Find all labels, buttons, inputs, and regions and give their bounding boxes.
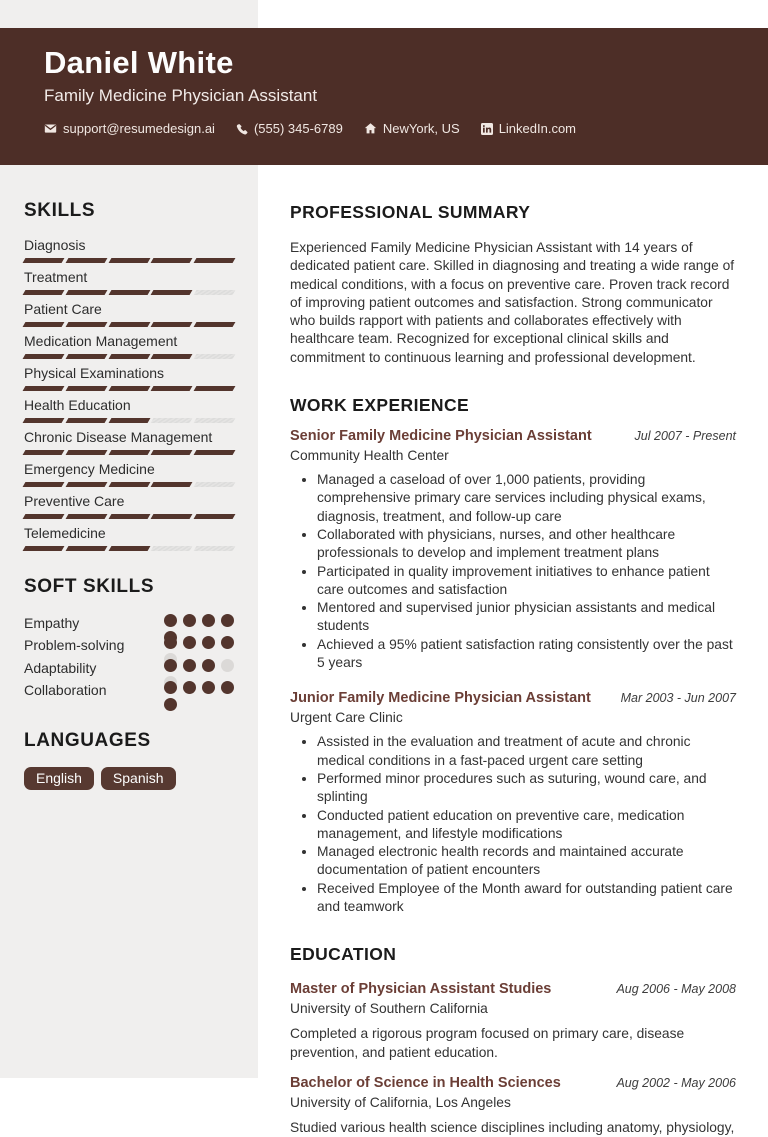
skill-bar-segment — [108, 258, 150, 263]
job-bullet: • Collaborated with physicians, nurses, and other healthcare professionals to develop and implement treatment plans — [317, 526, 736, 563]
jobs-list — [290, 428, 736, 916]
soft-skill-dot — [164, 636, 177, 649]
soft-skill-dot — [221, 659, 234, 672]
soft-skill-dot — [221, 681, 234, 694]
contact-row — [44, 121, 738, 136]
job-bullet: • Managed a caseload of over 1,000 patients, providing comprehensive primary care services including physical exams, diagnosis, treatment, and follow-up care — [317, 471, 736, 526]
skill-bar-segment — [108, 450, 150, 455]
skill-bar-segment — [194, 386, 236, 391]
skill-bar-segment — [151, 514, 193, 519]
skill-bar-segment — [23, 354, 65, 359]
language-badge: Spanish — [101, 767, 176, 790]
skill-bar-segment — [151, 482, 193, 487]
job-title: Junior Family Medicine Physician Assistant — [290, 690, 591, 707]
job-company: Community Health Center — [290, 448, 449, 464]
skills-heading: SKILLS — [24, 200, 96, 221]
job-bullets — [290, 471, 736, 672]
skill-name: Diagnosis — [24, 237, 86, 253]
skill-bar-segment — [108, 290, 150, 295]
skill-name: Preventive Care — [24, 493, 125, 509]
skill-bar-segment — [23, 386, 65, 391]
skill-name: Telemedicine — [24, 525, 106, 541]
skills-list — [24, 237, 234, 551]
summary-text: Experienced Family Medicine Physician Assistant with 14 years of dedicated patient care. Skilled in diagnosing and treating a wide range of medical conditions, with a focus on preventive care. Proven track record of improving patient outcomes and satisfaction. Strong communicator who builds rapport with patients and collaborates effectively with healthcare team. Recognized for exceptional clinical skills and commitment to continuous learning and professional development. — [290, 240, 735, 365]
skill-bar-segment — [151, 258, 193, 263]
skill-bar-segment — [65, 322, 107, 327]
job-bullet: • Managed electronic health records and maintained accurate documentation of patient encounters — [317, 843, 736, 880]
person-job-title: Family Medicine Physician Assistant — [44, 86, 318, 105]
home-icon — [364, 122, 377, 135]
resume-header — [0, 28, 768, 165]
skill-bar-segment — [23, 322, 65, 327]
skill-item — [24, 429, 234, 455]
education-dates: Aug 2006 - May 2008 — [616, 982, 736, 997]
skill-name: Patient Care — [24, 301, 102, 317]
education-entry — [290, 1075, 736, 1137]
soft-skill-item — [24, 614, 234, 636]
skill-bar-segment — [65, 386, 107, 391]
soft-skill-dot — [221, 636, 234, 649]
skill-bar-segment — [108, 546, 150, 551]
soft-skill-dot — [183, 659, 196, 672]
skill-item — [24, 301, 234, 327]
sidebar — [24, 165, 234, 790]
skill-bar-segment — [194, 258, 236, 263]
skill-name: Health Education — [24, 397, 131, 413]
soft-skill-dot — [202, 614, 215, 627]
skill-bar-segment — [194, 418, 236, 423]
skill-bar-segment — [194, 290, 236, 295]
skill-level-bar — [24, 418, 234, 423]
contact-phone-text: (555) 345-6789 — [253, 121, 343, 136]
soft-skills-heading: SOFT SKILLS — [24, 576, 155, 597]
skill-name: Physical Examinations — [24, 365, 165, 381]
education-header-row — [290, 981, 736, 998]
skill-level-bar — [24, 258, 234, 263]
soft-skill-name: Collaboration — [24, 682, 107, 699]
soft-skills-list — [24, 614, 234, 704]
job-entry — [290, 690, 736, 916]
job-bullet: • Performed minor procedures such as suturing, wound care, and splinting — [317, 770, 736, 807]
education-description: Completed a rigorous program focused on primary care, disease prevention, and patient education. — [290, 1026, 685, 1060]
contact-location — [364, 121, 460, 136]
skill-bar-segment — [194, 546, 236, 551]
education-header-row — [290, 1075, 736, 1092]
skill-item — [24, 269, 234, 295]
skill-bar-segment — [65, 354, 107, 359]
job-bullet: • Achieved a 95% patient satisfaction rating consistently over the past 5 years — [317, 636, 736, 673]
soft-skill-name: Problem-solving — [24, 637, 125, 654]
education-degree: Master of Physician Assistant Studies — [290, 981, 552, 998]
contact-phone — [236, 121, 343, 136]
soft-skill-item — [24, 636, 234, 658]
skill-name: Chronic Disease Management — [24, 429, 213, 445]
skill-item — [24, 333, 234, 359]
skill-bar-segment — [65, 418, 107, 423]
skill-level-bar — [24, 514, 234, 519]
skill-bar-segment — [194, 322, 236, 327]
skill-bar-segment — [23, 450, 65, 455]
person-name: Daniel White — [44, 45, 234, 80]
skill-name: Medication Management — [24, 333, 178, 349]
soft-skill-dot — [164, 614, 177, 627]
skill-item — [24, 525, 234, 551]
soft-skill-name: Adaptability — [24, 659, 97, 676]
skill-bar-segment — [151, 290, 193, 295]
contact-linkedin-text: LinkedIn.com — [498, 121, 577, 136]
skill-bar-segment — [108, 354, 150, 359]
job-bullet: • Assisted in the evaluation and treatment of acute and chronic medical conditions in a fast-paced urgent care setting — [317, 733, 736, 770]
soft-skill-dot — [202, 681, 215, 694]
skill-bar-segment — [65, 290, 107, 295]
skill-bar-segment — [23, 514, 65, 519]
skill-bar-segment — [151, 354, 193, 359]
skill-level-bar — [24, 354, 234, 359]
skill-bar-segment — [23, 258, 65, 263]
skill-bar-segment — [65, 258, 107, 263]
skill-bar-segment — [151, 386, 193, 391]
skill-bar-segment — [151, 546, 193, 551]
soft-skill-dot — [202, 636, 215, 649]
skill-bar-segment — [65, 514, 107, 519]
skill-bar-segment — [65, 546, 107, 551]
phone-icon — [236, 123, 248, 135]
job-bullet: • Mentored and supervised junior physician assistants and medical students — [317, 599, 736, 636]
contact-email-text: support@resumedesign.ai — [63, 121, 215, 136]
soft-skill-dot — [164, 659, 177, 672]
job-bullet: • Received Employee of the Month award for outstanding patient care and teamwork — [317, 880, 736, 917]
education-entry — [290, 981, 736, 1062]
skill-name: Emergency Medicine — [24, 461, 155, 477]
skill-bar-segment — [108, 482, 150, 487]
job-title: Senior Family Medicine Physician Assistant — [290, 428, 592, 445]
contact-location-text: NewYork, US — [382, 121, 460, 136]
skill-bar-segment — [151, 450, 193, 455]
skill-item — [24, 493, 234, 519]
education-school: University of Southern California — [290, 1001, 488, 1017]
soft-skill-dot — [183, 614, 196, 627]
languages-heading: LANGUAGES — [24, 729, 151, 751]
education-degree: Bachelor of Science in Health Sciences — [290, 1074, 561, 1091]
education-dates: Aug 2002 - May 2006 — [616, 1075, 736, 1090]
skill-bar-segment — [108, 418, 150, 423]
job-bullets — [290, 733, 736, 916]
job-entry — [290, 428, 736, 672]
contact-linkedin — [481, 121, 576, 136]
soft-skill-item — [24, 681, 234, 703]
skill-bar-segment — [194, 354, 236, 359]
job-bullet: • Participated in quality improvement initiatives to enhance patient care outcomes and satisfaction — [317, 563, 736, 600]
soft-skill-dot — [202, 659, 215, 672]
skill-item — [24, 237, 234, 263]
skill-bar-segment — [151, 322, 193, 327]
skill-level-bar — [24, 386, 234, 391]
skill-name: Treatment — [24, 269, 88, 285]
summary-heading: PROFESSIONAL SUMMARY — [290, 202, 531, 222]
skill-item — [24, 397, 234, 423]
skill-bar-segment — [65, 482, 107, 487]
main-column — [290, 165, 736, 1137]
skill-level-bar — [24, 322, 234, 327]
soft-skill-dot — [164, 681, 177, 694]
job-company: Urgent Care Clinic — [290, 710, 403, 726]
education-description: Studied various health science disciplines including anatomy, physiology, — [290, 1119, 735, 1135]
soft-skill-dot — [183, 681, 196, 694]
job-bullet: • Conducted patient education on preventive care, medication management, and lifestyle modifications — [317, 807, 736, 844]
linkedin-icon — [481, 123, 493, 135]
job-header-row — [290, 690, 736, 707]
skill-bar-segment — [108, 322, 150, 327]
job-header-row — [290, 428, 736, 445]
soft-skill-dot — [221, 614, 234, 627]
skill-item — [24, 365, 234, 391]
skill-bar-segment — [108, 514, 150, 519]
skill-item — [24, 461, 234, 487]
skill-level-bar — [24, 450, 234, 455]
experience-heading: WORK EXPERIENCE — [290, 395, 470, 416]
email-icon — [44, 122, 57, 135]
skill-bar-segment — [151, 418, 193, 423]
languages-list — [24, 767, 234, 790]
education-list — [290, 981, 736, 1137]
skill-bar-segment — [65, 450, 107, 455]
soft-skill-dot — [164, 698, 177, 711]
language-badge: English — [24, 767, 94, 790]
soft-skill-rating — [164, 681, 234, 711]
skill-bar-segment — [194, 450, 236, 455]
education-heading: EDUCATION — [290, 944, 397, 965]
skill-bar-segment — [23, 290, 65, 295]
skill-bar-segment — [194, 482, 236, 487]
job-dates: Jul 2007 - Present — [634, 429, 736, 444]
soft-skill-name: Empathy — [24, 615, 80, 631]
skill-level-bar — [24, 482, 234, 487]
skill-bar-segment — [23, 482, 65, 487]
skill-bar-segment — [23, 418, 65, 423]
soft-skill-dot — [183, 636, 196, 649]
job-dates: Mar 2003 - Jun 2007 — [620, 691, 736, 706]
skill-bar-segment — [23, 546, 65, 551]
skill-level-bar — [24, 290, 234, 295]
skill-bar-segment — [108, 386, 150, 391]
education-school: University of California, Los Angeles — [290, 1094, 511, 1110]
skill-level-bar — [24, 546, 234, 551]
skill-bar-segment — [194, 514, 236, 519]
contact-email — [44, 121, 215, 136]
soft-skill-item — [24, 659, 234, 681]
